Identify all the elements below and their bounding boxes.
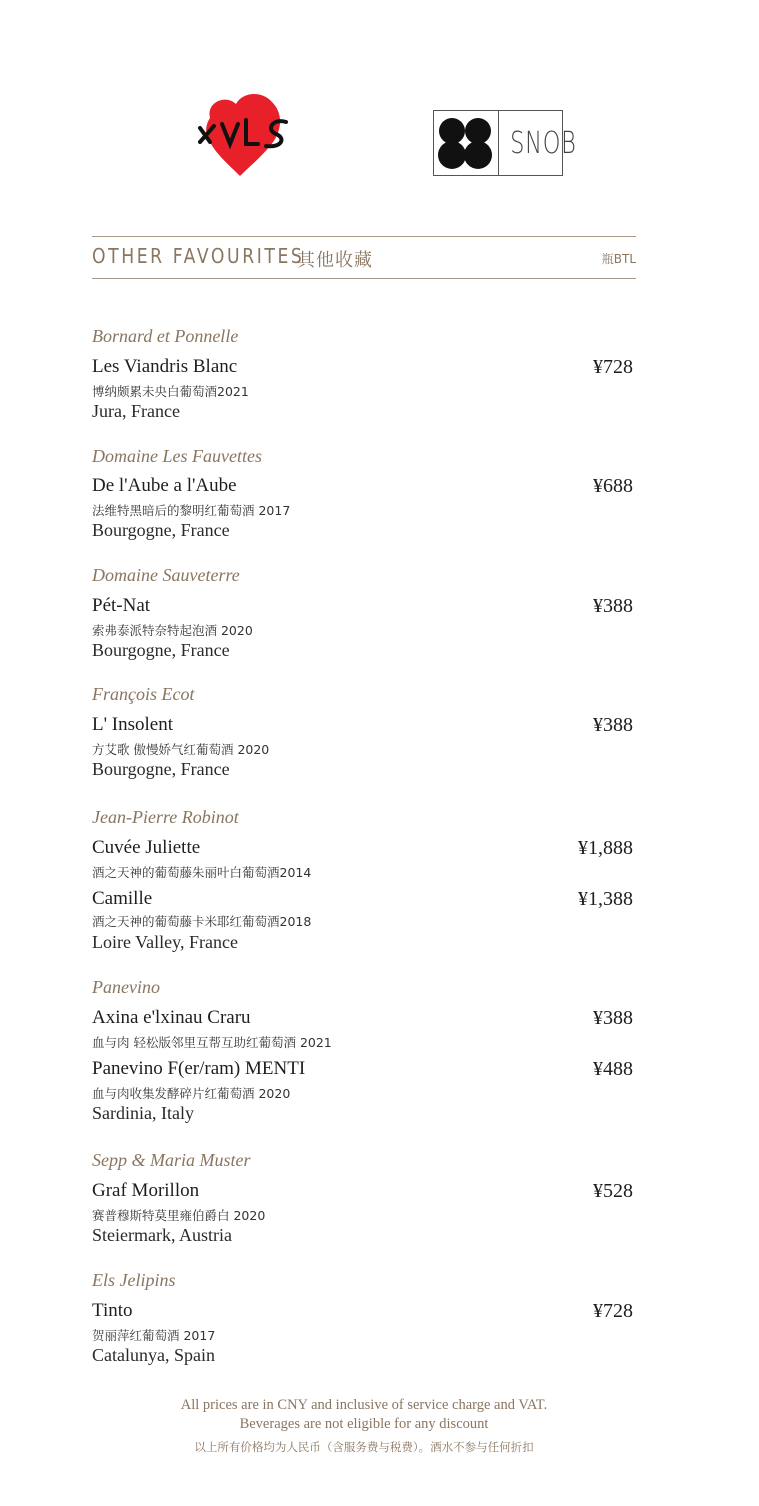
wine-price: ¥388 bbox=[593, 714, 633, 736]
wine-name: Cuvée Juliette bbox=[92, 837, 201, 858]
producer-name: Sepp & Maria Muster bbox=[92, 1150, 251, 1170]
wine-price: ¥488 bbox=[593, 1058, 633, 1080]
wine-name: Pét-Nat bbox=[92, 595, 151, 616]
wine-cn-name: 赛普穆斯特莫里雍伯爵白 2020 bbox=[92, 1208, 266, 1223]
section-title-cn: 其他收藏 bbox=[297, 250, 373, 271]
section-title: OTHER FAVOURITES bbox=[92, 244, 305, 268]
wine-name: Panevino F(er/ram) MENTI bbox=[92, 1058, 306, 1079]
wine-price: ¥528 bbox=[593, 1180, 633, 1202]
wine-price: ¥388 bbox=[593, 1007, 633, 1029]
wine-name: Graf Morillon bbox=[92, 1180, 200, 1201]
producer-name: Domaine Les Fauvettes bbox=[92, 446, 262, 466]
wine-cn-name: 血与肉收集发酵碎片红葡萄酒 2020 bbox=[92, 1086, 291, 1101]
wine-cn-name: 博纳颇累未央白葡萄酒2021 bbox=[92, 384, 249, 399]
wine-cn-name: 贺丽萍红葡萄酒 2017 bbox=[92, 1328, 216, 1343]
wine-price: ¥1,888 bbox=[578, 837, 633, 859]
wine-name: Axina e'lxinau Craru bbox=[92, 1007, 251, 1028]
producer-name: Panevino bbox=[92, 977, 160, 997]
header-top-rule bbox=[92, 236, 636, 237]
88-snob-logo bbox=[433, 110, 577, 176]
producer-name: François Ecot bbox=[92, 684, 195, 704]
wine-name: Les Viandris Blanc bbox=[92, 356, 238, 377]
wine-region: Sardinia, Italy bbox=[92, 1103, 194, 1123]
wine-cn-name: 法维特黑暗后的黎明红葡萄酒 2017 bbox=[92, 503, 291, 518]
wine-name: De l'Aube a l'Aube bbox=[92, 475, 237, 496]
red-heart-logo-icon bbox=[196, 92, 296, 178]
header-bottom-rule bbox=[92, 278, 636, 279]
wine-region: Loire Valley, France bbox=[92, 932, 238, 952]
wine-price: ¥728 bbox=[593, 1300, 633, 1322]
wine-cn-name: 索弗泰派特奈特起泡酒 2020 bbox=[92, 623, 253, 638]
wine-price: ¥728 bbox=[593, 356, 633, 378]
producer-name: Domaine Sauveterre bbox=[92, 565, 240, 585]
wine-cn-name: 方艾歌 傲慢娇气红葡萄酒 2020 bbox=[92, 742, 270, 757]
wine-region: Steiermark, Austria bbox=[92, 1225, 232, 1245]
wine-price: ¥1,388 bbox=[578, 888, 633, 910]
wine-region: Bourgogne, France bbox=[92, 640, 230, 660]
88-circles-icon bbox=[434, 111, 499, 175]
footer-discount-note: Beverages are not eligible for any discount bbox=[239, 1416, 489, 1432]
wine-cn-name: 酒之天神的葡萄藤卡米耶红葡萄酒2018 bbox=[92, 914, 312, 929]
producer-name: Els Jelipins bbox=[92, 1270, 176, 1290]
producer-name: Bornard et Ponnelle bbox=[92, 326, 239, 346]
producer-name: Jean-Pierre Robinot bbox=[92, 807, 239, 827]
wine-region: Catalunya, Spain bbox=[92, 1345, 215, 1365]
wine-region: Bourgogne, France bbox=[92, 520, 230, 540]
wine-name: Tinto bbox=[92, 1300, 133, 1321]
wine-name: Camille bbox=[92, 888, 153, 909]
footer-price-note: All prices are in CNY and inclusive of service charge and VAT. bbox=[180, 1397, 548, 1413]
wine-region: Bourgogne, France bbox=[92, 759, 230, 779]
footer-cn-note: 以上所有价格均为人民币（含服务费与税费）。酒水不参与任何折扣 bbox=[194, 1440, 534, 1454]
wine-cn-name: 酒之天神的葡萄藤朱丽叶白葡萄酒2014 bbox=[92, 865, 312, 880]
wine-name: L' Insolent bbox=[92, 714, 173, 735]
wine-price: ¥388 bbox=[593, 595, 633, 617]
wine-cn-name: 血与肉 轻松版邻里互帮互助红葡萄酒 2021 bbox=[92, 1035, 332, 1050]
kvls-logo bbox=[196, 92, 296, 178]
wine-region: Jura, France bbox=[92, 401, 180, 421]
wine-price: ¥688 bbox=[593, 475, 633, 497]
bottle-unit-label: 瓶BTL bbox=[601, 252, 636, 266]
snob-logo-text: SNOB bbox=[510, 125, 577, 161]
